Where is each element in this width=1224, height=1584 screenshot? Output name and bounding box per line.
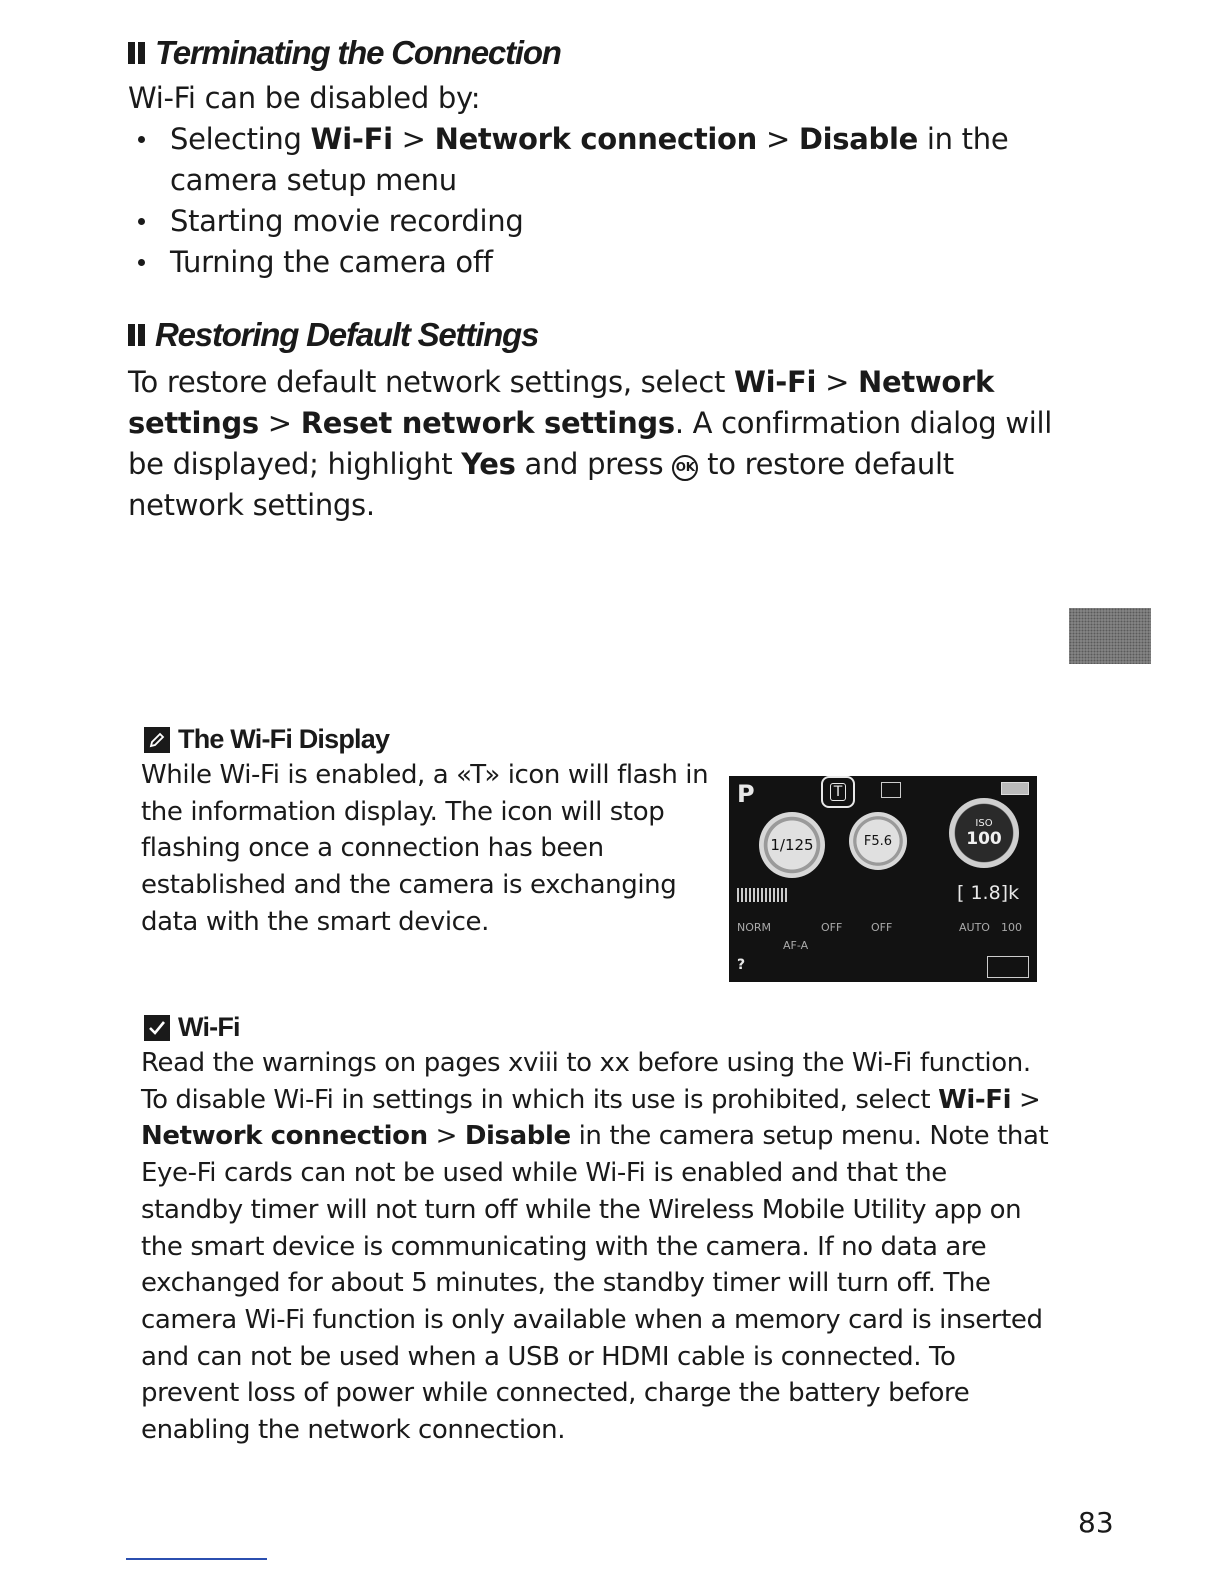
note-line: flashing once a connection has been [141,833,604,864]
text-run: To disable Wi-Fi in settings in which its use is prohibited, select [141,1084,939,1115]
menu-path-reset-network-settings: Reset network settings [300,406,675,440]
section-heading-text: Restoring Default Settings [155,316,539,353]
note-line: Read the warnings on pages xviii to xx before using the Wi-Fi function. [141,1048,1031,1078]
setting-off-1: OFF [821,921,843,934]
note-wifi-body [141,1045,1051,1449]
wifi-icon-highlight [821,776,855,808]
path-separator: > [258,406,301,440]
section-heading-restoring [128,316,538,354]
bullet-text: camera setup menu [170,163,457,197]
path-separator: > [816,365,859,399]
option-yes: Yes [461,447,516,481]
path-separator: > [1011,1084,1041,1115]
pencil-icon [144,727,170,753]
iso-dial [949,798,1019,868]
note-line: and can not be used when a USB or HDMI cable is connected. To [141,1341,956,1372]
section-2-body [128,362,1128,526]
iso-value: 100 [966,828,1002,849]
paragraph-line [128,362,1128,403]
note-line [141,1082,1051,1119]
note-line: prevent loss of power while connected, charge the battery before [141,1378,970,1409]
path-separator: > [427,1121,465,1152]
note-line: the information display. The icon will stop [141,796,665,827]
menu-path-wifi: Wi-Fi [938,1084,1012,1115]
disable-methods-list [132,119,1088,283]
bullet-text: Selecting [170,122,311,156]
section-heading-terminating [128,34,561,72]
iso-label: ISO [975,817,993,829]
path-separator: > [392,122,435,156]
aperture-dial [849,812,907,870]
note-line: the smart device is communicating with the camera. If no data are [141,1231,987,1262]
setting-auto: AUTO [959,921,990,934]
paragraph-line: network settings. [128,488,375,522]
setting-100: 100 [1001,921,1022,934]
section-heading-text: Terminating the Connection [155,34,561,71]
menu-path-settings: settings [128,406,259,440]
text-run: be displayed; highlight [128,447,462,481]
list-item [132,242,1088,283]
heading-marker-icon [128,324,145,346]
note-line: enabling the network connection. [141,1415,566,1446]
footer-rule [126,1558,267,1560]
text-run: and press [515,447,673,481]
menu-path-wifi: Wi-Fi [310,122,393,156]
setting-focus-mode: AF-A [783,939,809,952]
camera-info-display [729,776,1037,982]
setting-off-2: OFF [871,921,893,934]
note-line: established and the camera is exchanging [141,870,677,901]
note-line: While Wi-Fi is enabled, a «T» icon will flash in [141,760,709,790]
menu-path-wifi: Wi-Fi [733,365,817,399]
list-item [132,201,1088,242]
note-title-text: Wi-Fi [178,1012,240,1042]
note-title-text: The Wi-Fi Display [178,724,390,754]
note-wifi-display-body [141,757,711,941]
remaining-exposures: [ 1.8]k [957,882,1020,904]
release-mode-icon [881,782,901,798]
text-run: To restore default network settings, select [128,365,734,399]
menu-path-disable: Disable [464,1121,571,1152]
ok-button-icon: OK [672,455,698,481]
note-title-wifi [144,1012,240,1043]
check-icon [144,1015,170,1041]
text-run: to restore default [698,447,954,481]
menu-path-network-connection: Network connection [434,122,758,156]
note-line: Eye-Fi cards can not be used while Wi-Fi is enabled and that the [141,1158,947,1189]
paragraph-line [128,444,1128,485]
shutter-speed-dial [759,812,825,878]
note-title-wifi-display [144,724,389,755]
heading-marker-icon [128,42,145,64]
text-run: in the camera setup menu. Note that [570,1121,1049,1152]
bullet-text: in the [918,122,1009,156]
note-line: camera Wi-Fi function is only available when a memory card is inserted [141,1304,1043,1335]
aperture-value: F5.6 [863,833,893,849]
note-line [141,1118,1051,1155]
exposure-mode: P [737,780,755,808]
list-item [132,119,1088,201]
menu-path-disable: Disable [798,122,918,156]
bullet-text: Turning the camera off [170,245,493,279]
text-run: . A confirmation dialog will [674,406,1053,440]
info-button-icon [987,956,1029,978]
note-line: standby timer will not turn off while the Wireless Mobile Utility app on [141,1194,1022,1225]
paragraph-line [128,403,1128,444]
exposure-indicator [737,888,789,902]
menu-path-network-connection: Network connection [141,1121,428,1152]
wifi-icon: T [830,783,847,801]
menu-path-network: Network [858,365,995,399]
shutter-speed-value: 1/125 [770,836,814,854]
intro-text: Wi-Fi can be disabled by: [128,81,481,115]
section-1-body [128,78,1088,283]
setting-image-quality: NORM [737,921,772,934]
note-line: data with the smart device. [141,906,490,937]
bullet-text: Starting movie recording [170,204,524,238]
note-line: exchanged for about 5 minutes, the standby timer will turn off. The [141,1268,991,1299]
path-separator: > [757,122,799,156]
battery-icon [1001,782,1029,795]
help-icon: ? [737,957,746,973]
chapter-tab-marker [1069,608,1151,664]
page-number: 83 [1078,1506,1114,1539]
